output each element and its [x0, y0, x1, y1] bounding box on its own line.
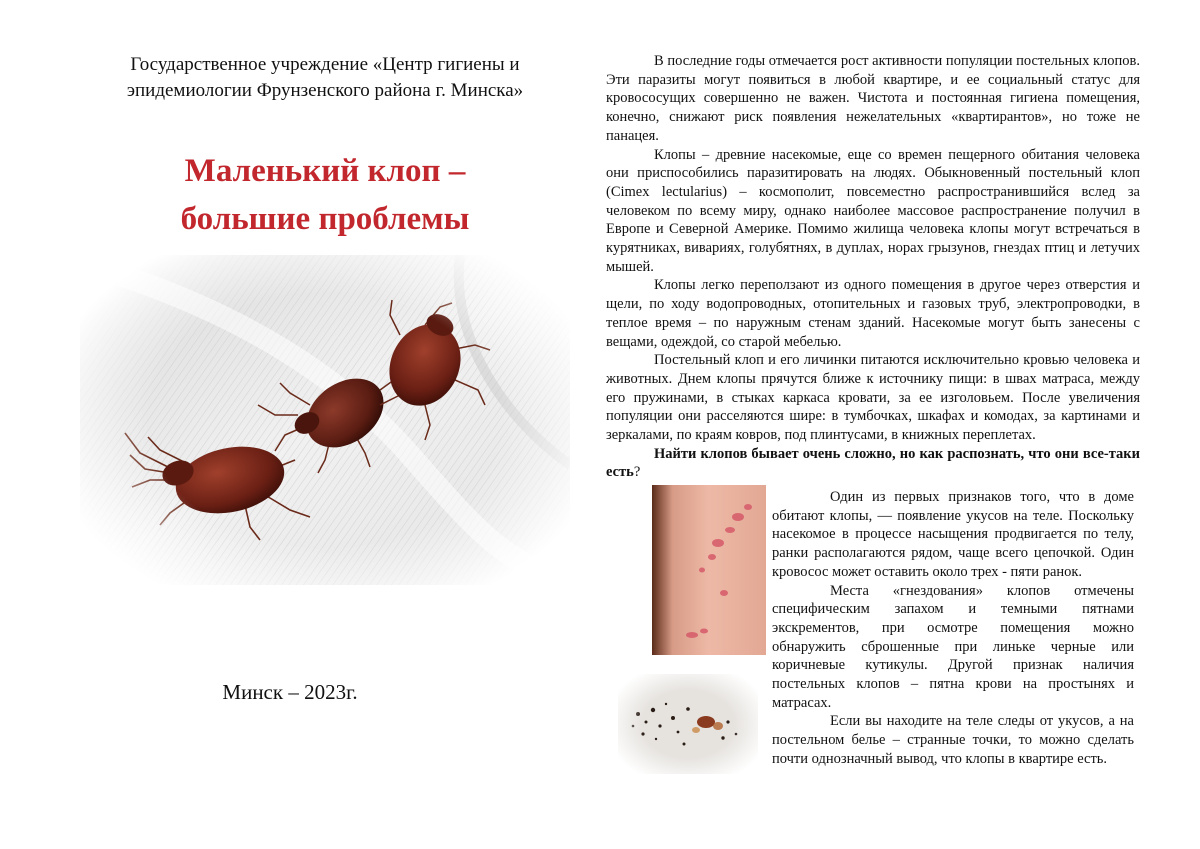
- organization-line-2: эпидемиологии Фрунзенского района г. Минска»: [126, 80, 524, 101]
- bedbugs-on-fabric-photo: [80, 255, 570, 585]
- title-line-1: Маленький клоп –: [184, 153, 466, 189]
- paragraph-ancient-insects: Клопы – древние насекомые, еще со времен пещерного обитания человека они приспособились паразитировать на людях. Обыкновенный постельный клоп (Cimex lectularius) – космополит, повсеместно распространившийся вслед за человеком по всему миру, однако наиболее массовое распространение получил в Европе и Северной Америке. Помимо жилища человека клопы могут встречаться в курятниках, вивариях, голубятнях, в дуплах, норах грызунов, гнездах птиц и летучих мышей.: [606, 146, 1140, 275]
- paragraph-rising-activity: В последние годы отмечается рост активности популяции постельных клопов. Эти паразиты могут появиться в любой квартире, и ее социальный статус для кровососущих совершенно не важен. Чистота и постоянная гигиена помещения, конечно, снижают риск появления нежелательных «квартирантов», но тоже не панацея.: [606, 53, 1140, 144]
- question-text: Найти клопов бывает очень сложно, но как распознать, что они все-таки есть: [606, 445, 1140, 481]
- paragraph-spreading: Клопы легко переползают из одного помещения в другое через отверстия и щели, по ходу водопроводных, отопительных и газовых труб, электропроводки, в теплое время – по наружным стенам зданий. Насекомые могут быть занесены с вещами, одеждой, со старой мебелью.: [606, 277, 1140, 350]
- question-mark: ?: [633, 464, 641, 481]
- paragraph-feeding-hiding: Постельный клоп и его личинки питаются исключительно кровью человека и животных. Днем клопы прячутся ближе к источнику пищи: в швах матраса, между его пружинами, в стыках каркаса кровати, за ее изголовьем. После увеличения популяции они расселяются шире: в тумбочках, шкафах и комодах, за картинами и зеркалами, по краям ковров, под плинтусами, в книжных переплетах.: [606, 352, 1140, 444]
- bedbug-droppings-photo: [618, 674, 758, 774]
- title-line-2: большие проблемы: [180, 201, 470, 237]
- question-heading: [606, 445, 1140, 482]
- signs-text: [772, 488, 1134, 769]
- paragraph-bites: Один из первых признаков того, что в доме обитают клопы, — появление укусов на теле. Поскольку насекомое в процессе насыщения продвигается по телу, ранки располагаются рядом, чаще всего цепочкой. Один кровосос может оставить около трех - пяти ранок.: [772, 489, 1134, 580]
- bite-marks-on-skin-photo: [652, 485, 766, 655]
- information-page: [600, 0, 1200, 849]
- paragraph-conclusion: Если вы находите на теле следы от укусов, а на постельном белье – странные точки, то можно сделать почти однозначный вывод, что клопы в квартире есть.: [772, 713, 1134, 767]
- main-text: [606, 52, 1140, 482]
- city-year: Минск – 2023г.: [222, 680, 358, 704]
- organization-line-1: Государственное учреждение «Центр гигиены и: [130, 54, 520, 75]
- paragraph-nesting-places: Места «гнездования» клопов отмечены специфическим запахом и темными пятнами экскрементов, при осмотре помещения можно обнаружить сброшенные при линьке черные или коричневые кутикулы. Другой признак наличия постельных клопов – пятна крови на простынях и матрасах.: [772, 582, 1134, 711]
